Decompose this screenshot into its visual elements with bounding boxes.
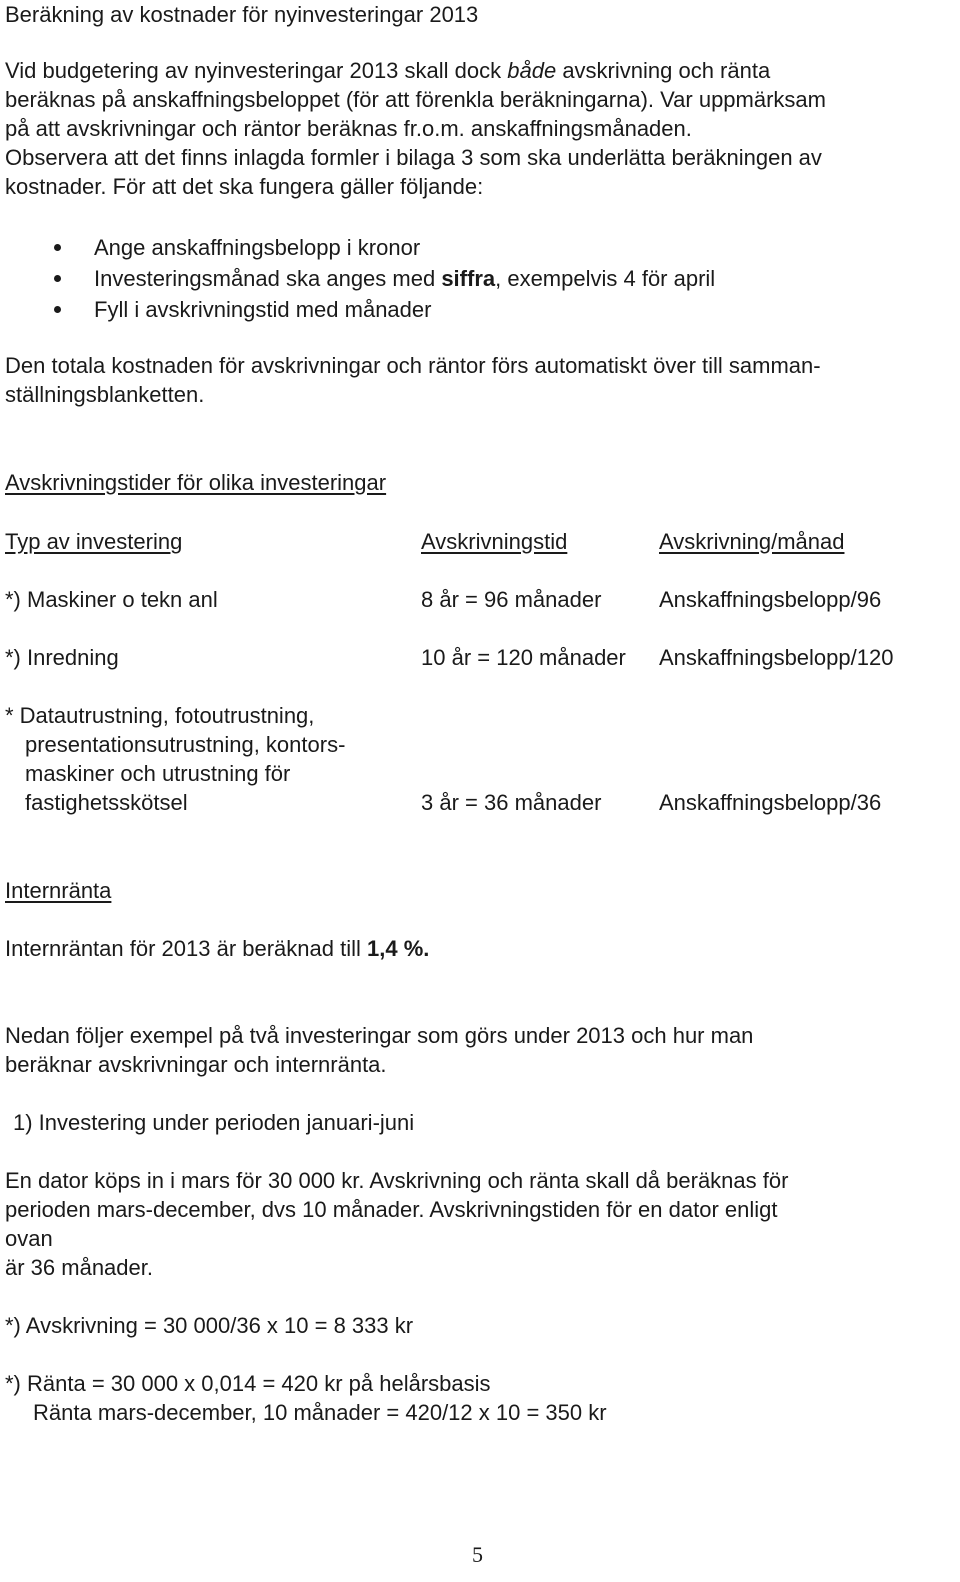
intro-line: [5, 56, 770, 85]
calculation-depreciation: *) Avskrivning = 30 000/36 x 10 = 8 333 kr: [5, 1313, 414, 1338]
example-case-title: 1) Investering under perioden januari-juni: [13, 1110, 415, 1135]
table-cell-time: 8 år = 96 månader: [421, 587, 602, 612]
intro-line: Observera att det finns inlagda formler i bilaga 3 som ska underlätta beräkningen av: [5, 145, 822, 170]
table-cell-monthly: Anskaffningsbelopp/96: [659, 587, 882, 612]
example-case-line: är 36 månader.: [5, 1255, 153, 1280]
table-cell-monthly: Anskaffningsbelopp/120: [659, 645, 894, 670]
table-cell-time: 10 år = 120 månader: [421, 645, 626, 670]
bullet-icon: [54, 306, 61, 313]
interest-rate-value: 1,4 %.: [367, 936, 430, 961]
list-item: [0, 294, 715, 325]
summary-line: Den totala kostnaden för avskrivningar och räntor förs automatiskt över till samman-: [5, 353, 821, 378]
example-case-line: En dator köps in i mars för 30 000 kr. Avskrivning och ränta skall då beräknas för: [5, 1168, 789, 1193]
example-intro-line: Nedan följer exempel på två investeringar som görs under 2013 och hur man: [5, 1023, 754, 1048]
interest-text: [5, 934, 429, 963]
list-item: [0, 263, 715, 294]
bullet-icon: [54, 244, 61, 251]
table-cell-type: maskiner och utrustning för: [25, 761, 291, 786]
table-cell-type: fastighetsskötsel: [25, 790, 188, 815]
intro-text: Vid budgetering av nyinvesteringar 2013 skall dock: [5, 58, 508, 83]
page-title: Beräkning av kostnader för nyinvesteringar 2013: [5, 2, 479, 27]
column-header-monthly: Avskrivning/månad: [659, 529, 845, 554]
list-item-text: Ange anskaffningsbelopp i kronor: [94, 235, 421, 260]
list-item-text: , exempelvis 4 för april: [495, 266, 716, 291]
bold-text: siffra: [441, 266, 496, 291]
example-case-line: ovan: [5, 1226, 53, 1251]
list-item-text: Fyll i avskrivningstid med månader: [94, 297, 432, 322]
example-intro-line: beräknar avskrivningar och internränta.: [5, 1052, 387, 1077]
table-cell-type: presentationsutrustning, kontors-: [25, 732, 346, 757]
bullet-list: [0, 232, 715, 325]
column-header-time: Avskrivningstid: [421, 529, 568, 554]
intro-line: kostnader. För att det ska fungera gäller följande:: [5, 174, 484, 199]
calculation-interest-period: Ränta mars-december, 10 månader = 420/12 x 10 = 350 kr: [33, 1400, 607, 1425]
section-heading-depreciation: Avskrivningstider för olika investeringar: [5, 470, 387, 495]
intro-line: på att avskrivningar och räntor beräknas fr.o.m. anskaffningsmånaden.: [5, 116, 692, 141]
list-item-text: Investeringsmånad ska anges med: [94, 266, 442, 291]
list-item: [0, 232, 715, 263]
table-cell-time: 3 år = 36 månader: [421, 790, 602, 815]
summary-line: ställningsblanketten.: [5, 382, 205, 407]
example-case-line: perioden mars-december, dvs 10 månader. Avskrivningstiden för en dator enligt: [5, 1197, 778, 1222]
emphasis-text: både: [507, 58, 557, 83]
table-cell-type: *) Maskiner o tekn anl: [5, 587, 218, 612]
calculation-interest: *) Ränta = 30 000 x 0,014 = 420 kr på helårsbasis: [5, 1371, 491, 1396]
table-cell-type: *) Inredning: [5, 645, 119, 670]
column-header-type: Typ av investering: [5, 529, 183, 554]
table-cell-type: * Datautrustning, fotoutrustning,: [5, 703, 315, 728]
intro-line: beräknas på anskaffningsbeloppet (för att förenkla beräkningarna). Var uppmärksam: [5, 87, 826, 112]
interest-text-label: Internräntan för 2013 är beräknad till: [5, 936, 368, 961]
bullet-icon: [54, 275, 61, 282]
table-cell-monthly: Anskaffningsbelopp/36: [659, 790, 882, 815]
section-heading-interest: Internränta: [5, 878, 112, 903]
page-number: 5: [472, 1542, 483, 1567]
intro-text: avskrivning och ränta: [556, 58, 771, 83]
